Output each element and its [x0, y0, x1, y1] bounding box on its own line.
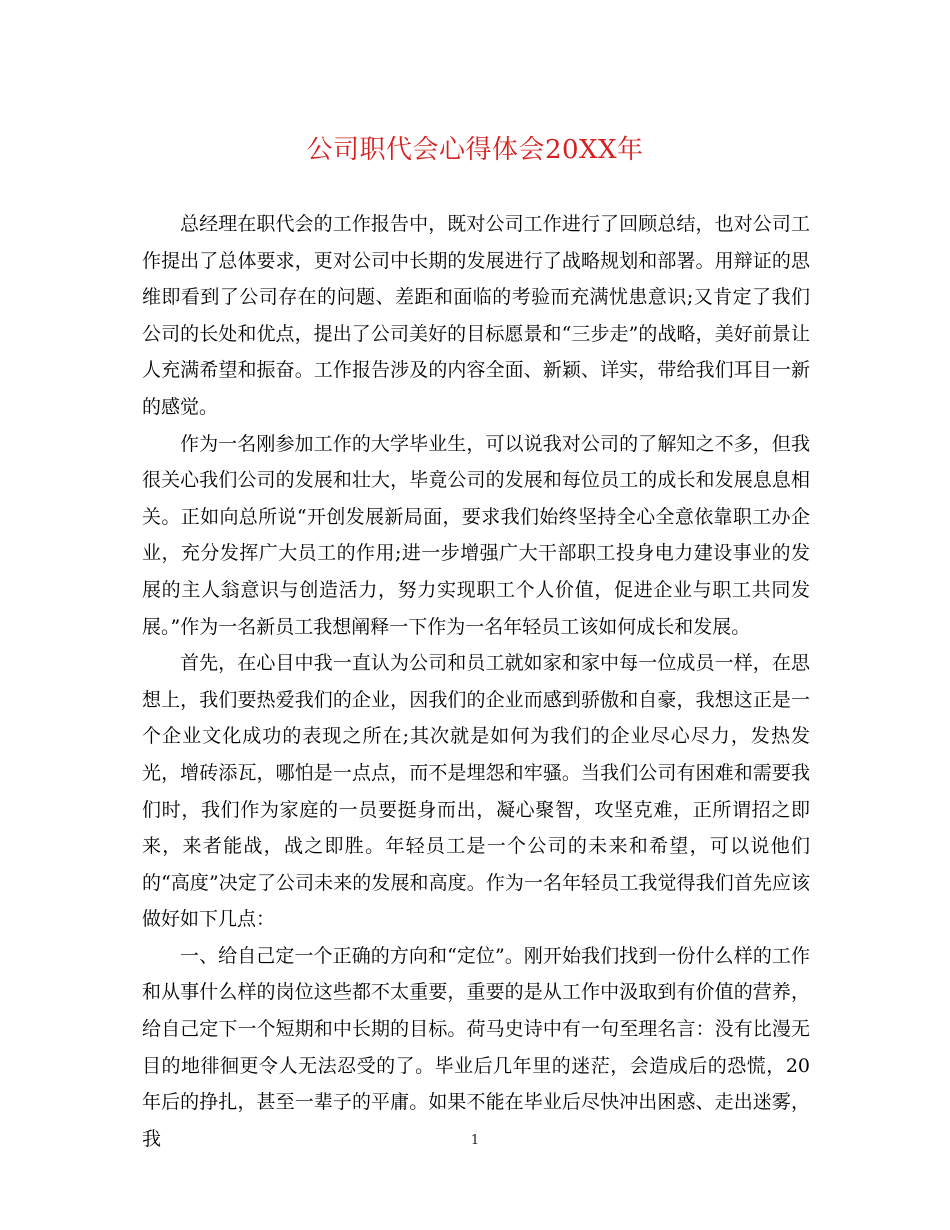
document-body [142, 206, 810, 1157]
paragraph-3: 首先，在心目中我一直认为公司和员工就如家和家中每一位成员一样，在思想上，我们要热爱我们的企业，因我们的企业而感到骄傲和自豪，我想这正是一个企业文化成功的表现之所在;其次就是如何为我们的企业尽心尽力，发热发光，增砖添瓦，哪怕是一点点，而不是埋怨和牢骚。当我们公司有困难和需要我们时，我们作为家庭的一员要挺身而出，凝心聚智，攻坚克难，正所谓招之即来，来者能战，战之即胜。年轻员工是一个公司的未来和希望，可以说他们的“高度”决定了公司未来的发展和高度。作为一名年轻员工我觉得我们首先应该做好如下几点： [142, 652, 810, 931]
paragraph-1: 总经理在职代会的工作报告中，既对公司工作进行了回顾总结，也对公司工作提出了总体要求，更对公司中长期的发展进行了战略规划和部署。用辩证的思维即看到了公司存在的问题、差距和面临的考验而充满忧患意识;又肯定了我们公司的长处和优点，提出了公司美好的目标愿景和“三步走”的战略，美好前景让人充满希望和振奋。工作报告涉及的内容全面、新颖、详实，带给我们耳目一新的感觉。 [142, 213, 810, 418]
paragraph-2: 作为一名刚参加工作的大学毕业生，可以说我对公司的了解知之不多，但我很关心我们公司的发展和壮大，毕竟公司的发展和每位员工的成长和发展息息相关。正如向总所说“开创发展新局面，要求我们始终坚持全心全意依靠职工办企业，充分发挥广大员工的作用;进一步增强广大干部职工投身电力建设事业的发展的主人翁意识与创造活力，努力实现职工个人价值，促进企业与职工共同发展。”作为一名新员工我想阐释一下作为一名年轻员工该如何成长和发展。 [142, 432, 810, 638]
page-number: 1 [470, 1133, 480, 1148]
document-title: 公司职代会心得体会20XX年 [306, 135, 644, 165]
paragraph-4: 一、给自己定一个正确的方向和“定位”。刚开始我们找到一份什么样的工作和从事什么样的岗位这些都不太重要，重要的是从工作中汲取到有价值的营养，给自己定下一个短期和中长期的目标。荷马史诗中有一句至理名言：没有比漫无目的地徘徊更令人无法忍受的了。毕业后几年里的迷茫，会造成后的恐慌，20年后的挣扎，甚至一辈子的平庸。如果不能在毕业后尽快冲出困惑、走出迷雾，我 [142, 944, 810, 1150]
